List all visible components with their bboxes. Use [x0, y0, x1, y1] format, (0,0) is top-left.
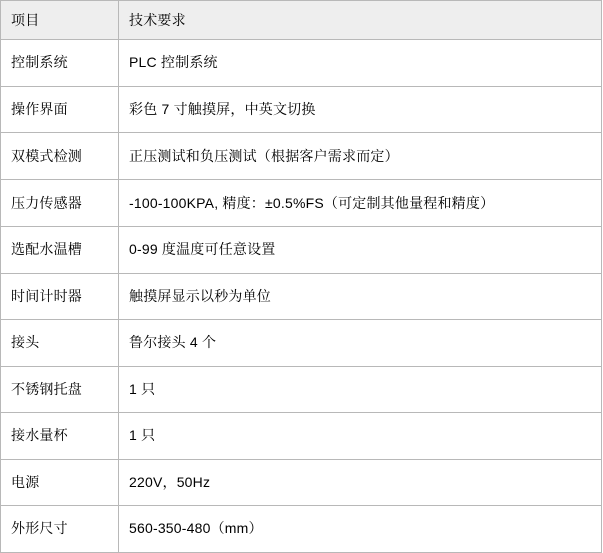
row-item-label: 外形尺寸	[1, 506, 119, 553]
row-requirement-value: 正压测试和负压测试（根据客户需求而定）	[119, 133, 602, 180]
column-header-requirement: 技术要求	[119, 1, 602, 40]
table-row	[1, 413, 602, 460]
row-item-label: 接水量杯	[1, 413, 119, 460]
table-row	[1, 227, 602, 274]
row-item-label: 电源	[1, 459, 119, 506]
row-item-label: 时间计时器	[1, 273, 119, 320]
table-row	[1, 180, 602, 227]
row-item-label: 操作界面	[1, 86, 119, 133]
row-item-label: 双模式检测	[1, 133, 119, 180]
row-requirement-value: -100-100KPA, 精度：±0.5%FS（可定制其他量程和精度）	[119, 180, 602, 227]
row-requirement-value: 鲁尔接头 4 个	[119, 320, 602, 367]
row-item-label: 不锈钢托盘	[1, 366, 119, 413]
row-requirement-value: 彩色 7 寸触摸屏，中英文切换	[119, 86, 602, 133]
row-requirement-value: 触摸屏显示以秒为单位	[119, 273, 602, 320]
table-row	[1, 273, 602, 320]
row-item-label: 压力传感器	[1, 180, 119, 227]
table-header	[1, 1, 602, 40]
table-header-row	[1, 1, 602, 40]
table-row	[1, 40, 602, 87]
table-row	[1, 133, 602, 180]
table-body	[1, 40, 602, 553]
row-requirement-value: 1 只	[119, 413, 602, 460]
row-requirement-value: 0-99 度温度可任意设置	[119, 227, 602, 274]
row-requirement-value: 1 只	[119, 366, 602, 413]
table-row	[1, 506, 602, 553]
table-row	[1, 459, 602, 506]
table-row	[1, 86, 602, 133]
table-row	[1, 320, 602, 367]
table-row	[1, 366, 602, 413]
row-requirement-value: 560-350-480（mm）	[119, 506, 602, 553]
row-item-label: 接头	[1, 320, 119, 367]
row-item-label: 选配水温槽	[1, 227, 119, 274]
row-requirement-value: PLC 控制系统	[119, 40, 602, 87]
row-item-label: 控制系统	[1, 40, 119, 87]
column-header-item: 项目	[1, 1, 119, 40]
row-requirement-value: 220V，50Hz	[119, 459, 602, 506]
